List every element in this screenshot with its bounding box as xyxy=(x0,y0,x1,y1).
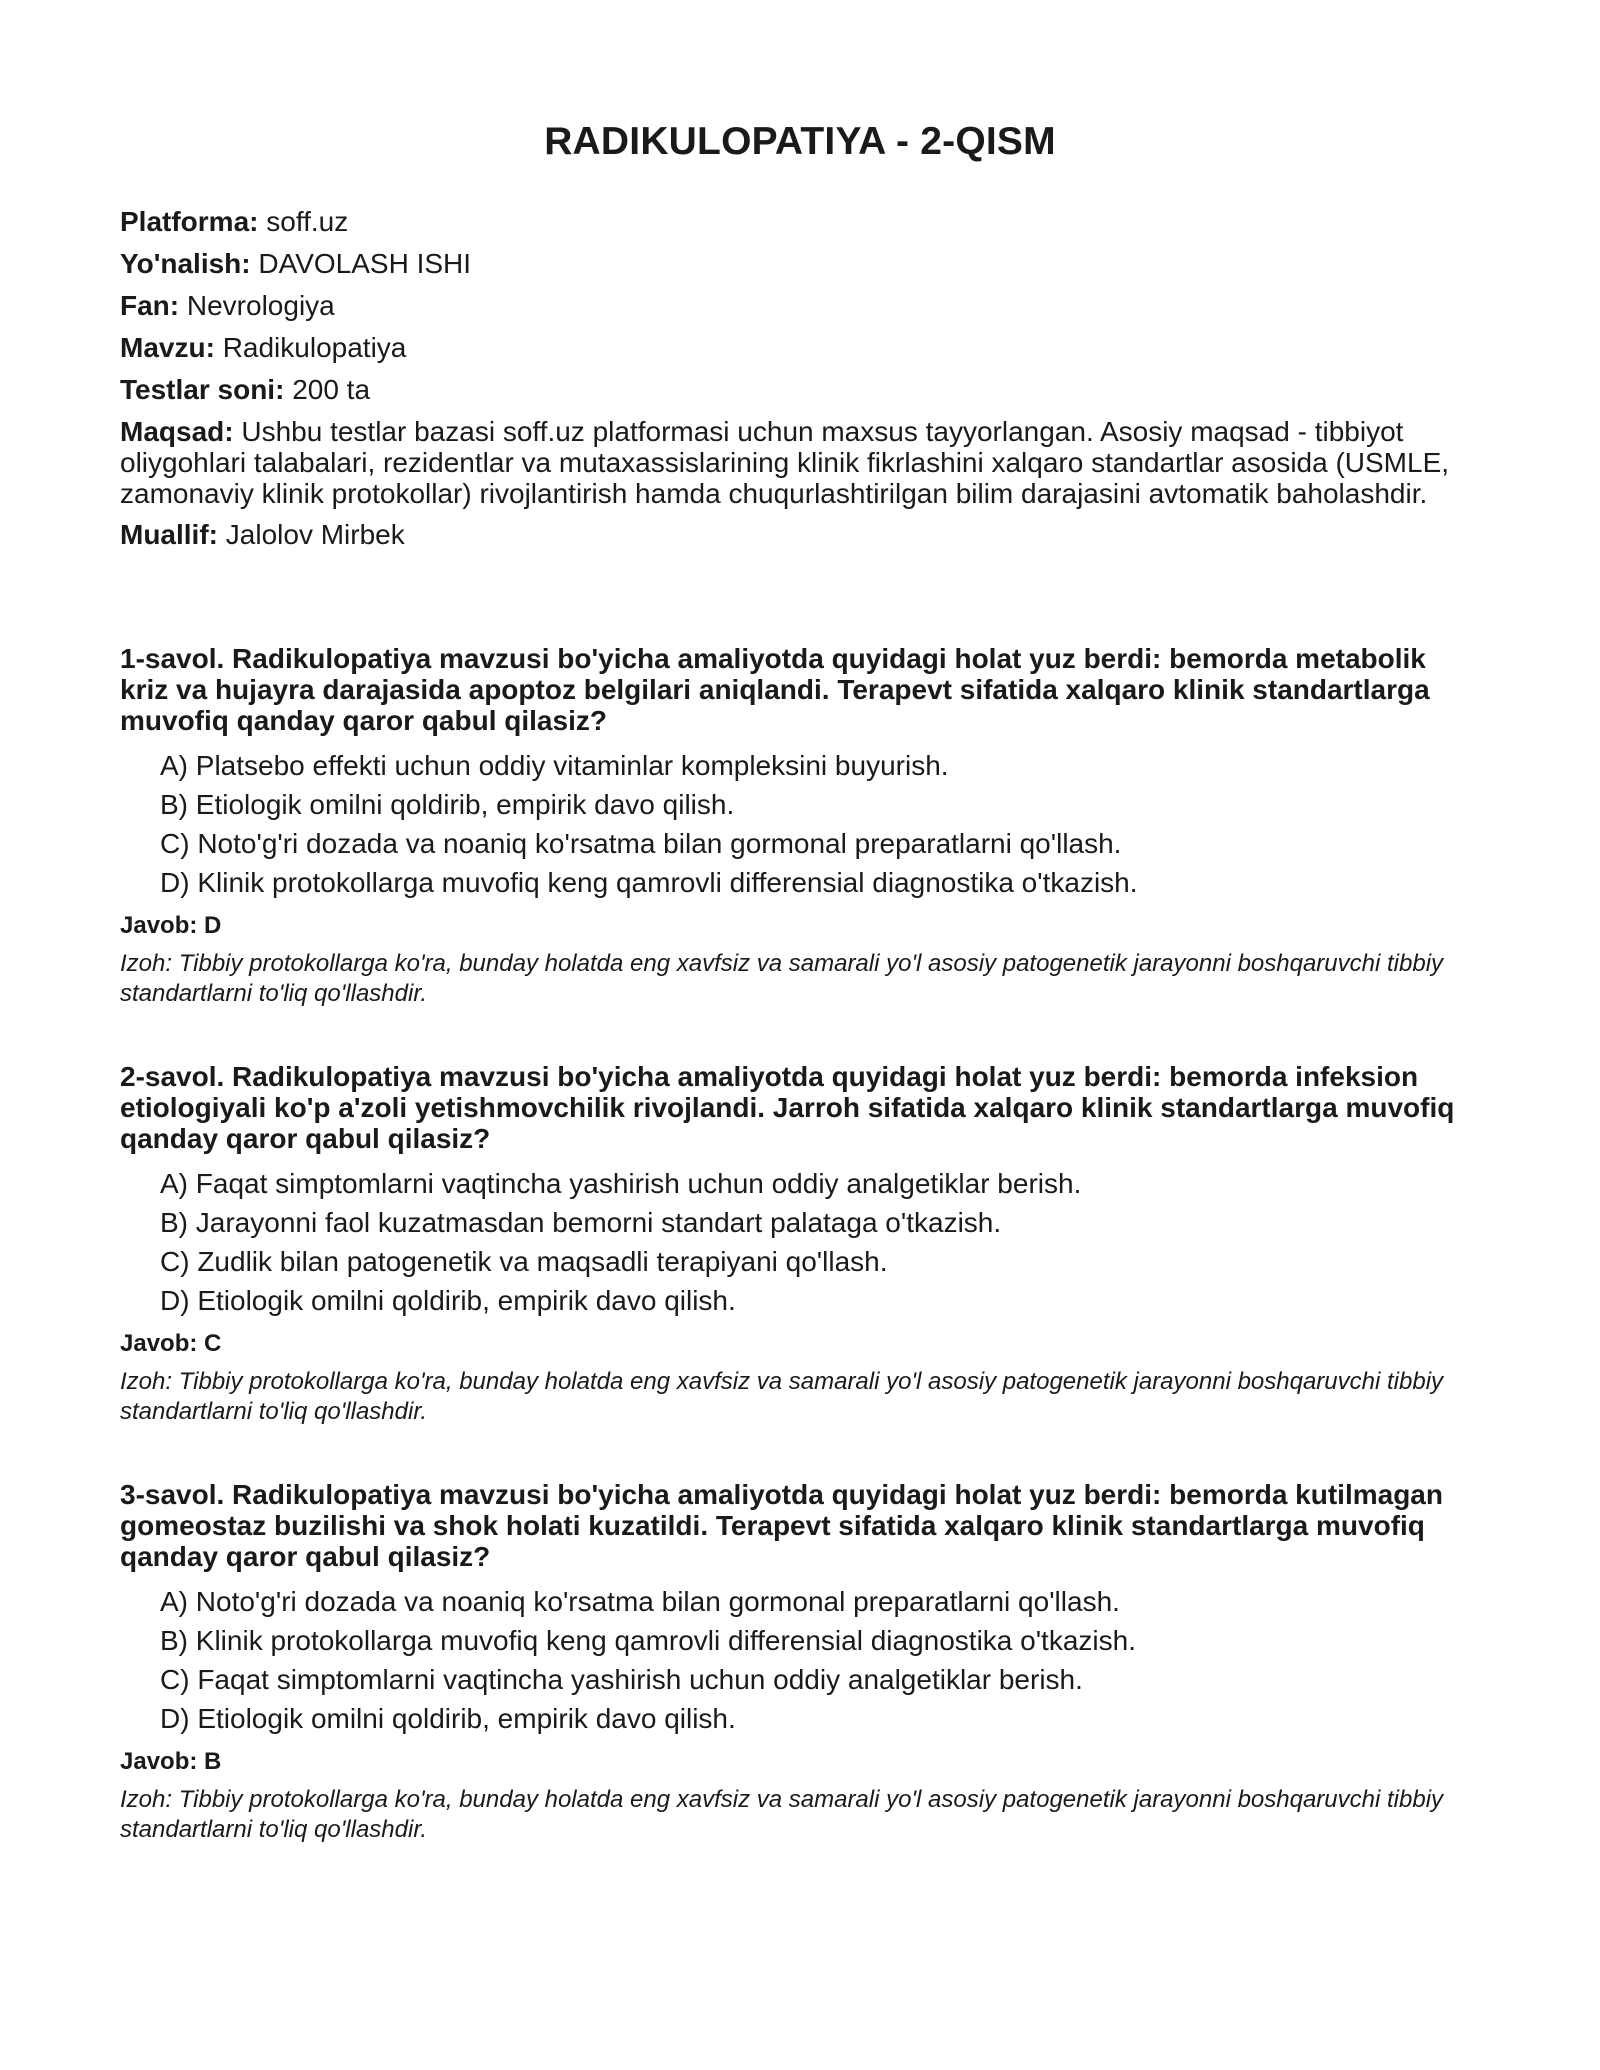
meta-platforma xyxy=(120,206,1480,238)
meta-testlar-soni xyxy=(120,374,1480,406)
explanation-text: Izoh: Tibbiy protokollarga ko'ra, bunday holatda eng xavfsiz va samarali yo'l asosiy patogenetik jarayonni boshqaruvchi tibbiy standartlarni to'liq qo'llashdir. xyxy=(120,950,1444,1007)
question-text: 2-savol. Radikulopatiya mavzusi bo'yicha amaliyotda quyidagi holat yuz berdi: bemorda infeksion etiologiyali ko'p a'zoli yetishmovchilik rivojlandi. Jarroh sifatida xalqaro klinik standartlarga muvofiq qanday qaror qabul qilasiz? xyxy=(120,1061,1455,1154)
option-d: D) Etiologik omilni qoldirib, empirik davo qilish. xyxy=(160,1703,736,1734)
meta-key: Muallif: xyxy=(120,519,218,550)
option-b: B) Klinik protokollarga muvofiq keng qamrovli differensial diagnostika o'tkazish. xyxy=(160,1625,1136,1656)
option-a: A) Faqat simptomlarni vaqtincha yashirish uchun oddiy analgetiklar berish. xyxy=(160,1168,1082,1199)
option-list xyxy=(120,1168,1480,1317)
option-b: B) Etiologik omilni qoldirib, empirik davo qilish. xyxy=(160,789,735,820)
meta-value: Nevrologiya xyxy=(186,290,335,321)
meta-value: soff.uz xyxy=(266,206,349,237)
option-list xyxy=(120,750,1480,899)
option-c: C) Noto'g'ri dozada va noaniq ko'rsatma bilan gormonal preparatlarni qo'llash. xyxy=(160,828,1122,859)
explanation-text: Izoh: Tibbiy protokollarga ko'ra, bunday holatda eng xavfsiz va samarali yo'l asosiy patogenetik jarayonni boshqaruvchi tibbiy standartlarni to'liq qo'llashdir. xyxy=(120,1368,1444,1425)
option-a: A) Platsebo effekti uchun oddiy vitaminlar kompleksini buyurish. xyxy=(160,750,949,781)
meta-key: Fan: xyxy=(120,290,180,321)
meta-mavzu xyxy=(120,332,1480,364)
option-c: C) Faqat simptomlarni vaqtincha yashirish uchun oddiy analgetiklar berish. xyxy=(160,1664,1083,1695)
meta-key: Maqsad: xyxy=(120,416,234,447)
meta-key: Yo'nalish: xyxy=(120,248,251,279)
question-3 xyxy=(120,1479,1480,1845)
option-d: D) Etiologik omilni qoldirib, empirik davo qilish. xyxy=(160,1285,736,1316)
answer-label: Javob: B xyxy=(120,1748,222,1775)
meta-yonalish xyxy=(120,248,1480,280)
option-list xyxy=(120,1586,1480,1735)
option-b: B) Jarayonni faol kuzatmasdan bemorni standart palataga o'tkazish. xyxy=(160,1207,1002,1238)
option-c: C) Zudlik bilan patogenetik va maqsadli terapiyani qo'llash. xyxy=(160,1246,888,1277)
meta-value: 200 ta xyxy=(292,374,371,405)
explanation-text: Izoh: Tibbiy protokollarga ko'ra, bunday holatda eng xavfsiz va samarali yo'l asosiy patogenetik jarayonni boshqaruvchi tibbiy standartlarni to'liq qo'llashdir. xyxy=(120,1786,1444,1843)
meta-key: Testlar soni: xyxy=(120,374,285,405)
document-title: RADIKULOPATIYA - 2-QISM xyxy=(544,120,1056,163)
meta-fan xyxy=(120,290,1480,322)
question-1 xyxy=(120,643,1480,1009)
meta-value: DAVOLASH ISHI xyxy=(258,248,472,279)
question-2 xyxy=(120,1061,1480,1427)
meta-key: Mavzu: xyxy=(120,332,215,363)
meta-key: Platforma: xyxy=(120,206,259,237)
question-text: 3-savol. Radikulopatiya mavzusi bo'yicha amaliyotda quyidagi holat yuz berdi: bemorda kutilmagan gomeostaz buzilishi va shok holati kuzatildi. Terapevt sifatida xalqaro klinik standartlarga muvofiq qanday qaror qabul qilasiz? xyxy=(120,1479,1443,1572)
option-d: D) Klinik protokollarga muvofiq keng qamrovli differensial diagnostika o'tkazish. xyxy=(160,867,1138,898)
question-text: 1-savol. Radikulopatiya mavzusi bo'yicha amaliyotda quyidagi holat yuz berdi: bemorda metabolik kriz va hujayra darajasida apoptoz belgilari aniqlandi. Terapevt sifatida xalqaro klinik standartlarga muvofiq qanday qaror qabul qilasiz? xyxy=(120,643,1430,736)
meta-value: Jalolov Mirbek xyxy=(225,519,405,550)
meta-value: Ushbu testlar bazasi soff.uz platformasi uchun maxsus tayyorlangan. Asosiy maqsad - tibbiyot oliygohlari talabalari, rezidentlar va mutaxassislarining klinik fikrlashini xalqaro standartlar asosida (USMLE, zamonaviy klinik protokollar) rivojlantirish hamda chuqurlashtirilgan bilim darajasini avtomatik baholashdir. xyxy=(120,416,1450,509)
meta-value: Radikulopatiya xyxy=(222,332,407,363)
answer-label: Javob: D xyxy=(120,912,222,939)
meta-muallif xyxy=(120,519,1480,551)
option-a: A) Noto'g'ri dozada va noaniq ko'rsatma bilan gormonal preparatlarni qo'llash. xyxy=(160,1586,1120,1617)
meta-maqsad xyxy=(120,416,1480,509)
meta-section xyxy=(120,206,1480,551)
answer-label: Javob: C xyxy=(120,1330,222,1357)
section-spacer xyxy=(120,561,1480,643)
